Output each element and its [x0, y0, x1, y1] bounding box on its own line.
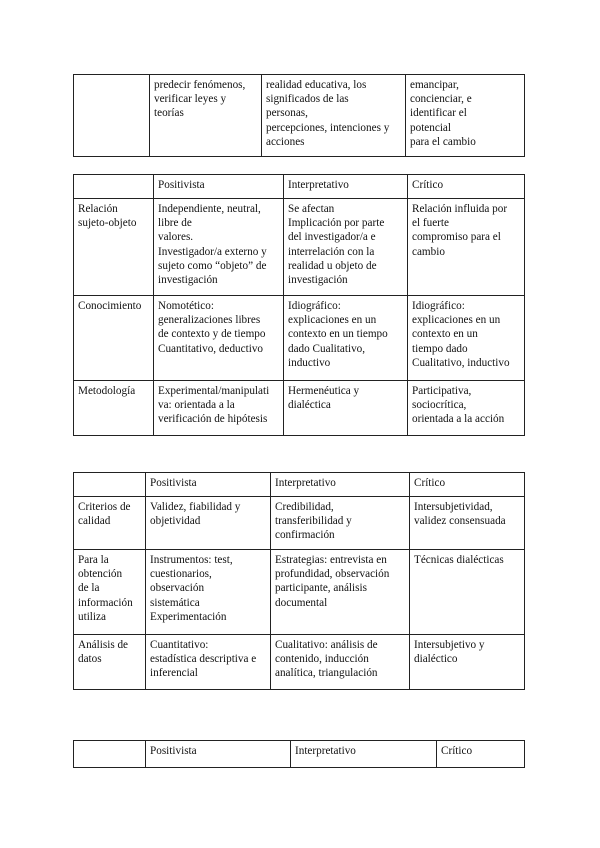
cell-interpretativo: Cualitativo: análisis de contenido, inducción analítica, triangulación — [271, 635, 410, 690]
table-row — [74, 635, 525, 690]
row-label: Conocimiento — [74, 296, 154, 381]
table-paradigms-quality — [73, 472, 525, 690]
row-label: Metodología — [74, 381, 154, 436]
cell-positivista: Nomotético: generalizaciones libres de contexto y de tiempo Cuantitativo, deductivo — [154, 296, 284, 381]
cell-interpretativo: realidad educativa, los significados de las personas, percepciones, intenciones y acciones — [262, 75, 406, 157]
header-positivista: Positivista — [146, 741, 291, 768]
table-header-row — [74, 473, 525, 497]
cell-interpretativo: Hermenéutica y dialéctica — [284, 381, 408, 436]
table-row — [74, 381, 525, 436]
header-empty — [74, 473, 146, 497]
header-positivista: Positivista — [154, 175, 284, 199]
cell-interpretativo: Idiográfico: explicaciones en un contexto en un tiempo dado Cualitativo, inductivo — [284, 296, 408, 381]
table-paradigms-continuation — [73, 74, 525, 157]
table-header-row — [74, 175, 525, 199]
cell-positivista: Independiente, neutral, libre de valores. Investigador/a externo y sujeto como “objeto” de investigación — [154, 199, 284, 296]
table-header-row — [74, 741, 525, 768]
cell-positivista: Cuantitativo: estadística descriptiva e inferencial — [146, 635, 271, 690]
cell-critico: emancipar, concienciar, e identificar el potencial para el cambio — [406, 75, 525, 157]
cell-critico: Intersubjetivo y dialéctico — [410, 635, 525, 690]
row-label: Criterios de calidad — [74, 497, 146, 550]
cell-critico: Relación influida por el fuerte compromiso para el cambio — [408, 199, 525, 296]
cell-critico: Técnicas dialécticas — [410, 550, 525, 635]
cell-positivista: Instrumentos: test, cuestionarios, observación sistemática Experimentación — [146, 550, 271, 635]
table-row — [74, 550, 525, 635]
cell-interpretativo: Estrategias: entrevista en profundidad, observación participante, análisis documental — [271, 550, 410, 635]
header-empty — [74, 741, 146, 768]
row-label: Para la obtención de la información utiliza — [74, 550, 146, 635]
table-row — [74, 296, 525, 381]
row-label-empty — [74, 75, 150, 157]
header-critico: Crítico — [410, 473, 525, 497]
cell-positivista: Experimental/manipulati va: orientada a la verificación de hipótesis — [154, 381, 284, 436]
table-paradigms-relation — [73, 174, 525, 436]
header-interpretativo: Interpretativo — [271, 473, 410, 497]
header-interpretativo: Interpretativo — [291, 741, 437, 768]
header-empty — [74, 175, 154, 199]
cell-critico: Intersubjetividad, validez consensuada — [410, 497, 525, 550]
table-row — [74, 497, 525, 550]
cell-interpretativo: Credibilidad, transferibilidad y confirmación — [271, 497, 410, 550]
header-positivista: Positivista — [146, 473, 271, 497]
table-row — [74, 75, 525, 157]
table-paradigms-next — [73, 740, 525, 768]
cell-critico: Participativa, sociocrítica, orientada a la acción — [408, 381, 525, 436]
cell-positivista: predecir fenómenos, verificar leyes y teorías — [150, 75, 262, 157]
table-row — [74, 199, 525, 296]
header-critico: Crítico — [408, 175, 525, 199]
row-label: Relación sujeto-objeto — [74, 199, 154, 296]
header-critico: Crítico — [437, 741, 525, 768]
cell-positivista: Validez, fiabilidad y objetividad — [146, 497, 271, 550]
cell-critico: Idiográfico: explicaciones en un contexto en un tiempo dado Cualitativo, inductivo — [408, 296, 525, 381]
row-label: Análisis de datos — [74, 635, 146, 690]
header-interpretativo: Interpretativo — [284, 175, 408, 199]
cell-interpretativo: Se afectan Implicación por parte del investigador/a e interrelación con la realidad u objeto de investigación — [284, 199, 408, 296]
